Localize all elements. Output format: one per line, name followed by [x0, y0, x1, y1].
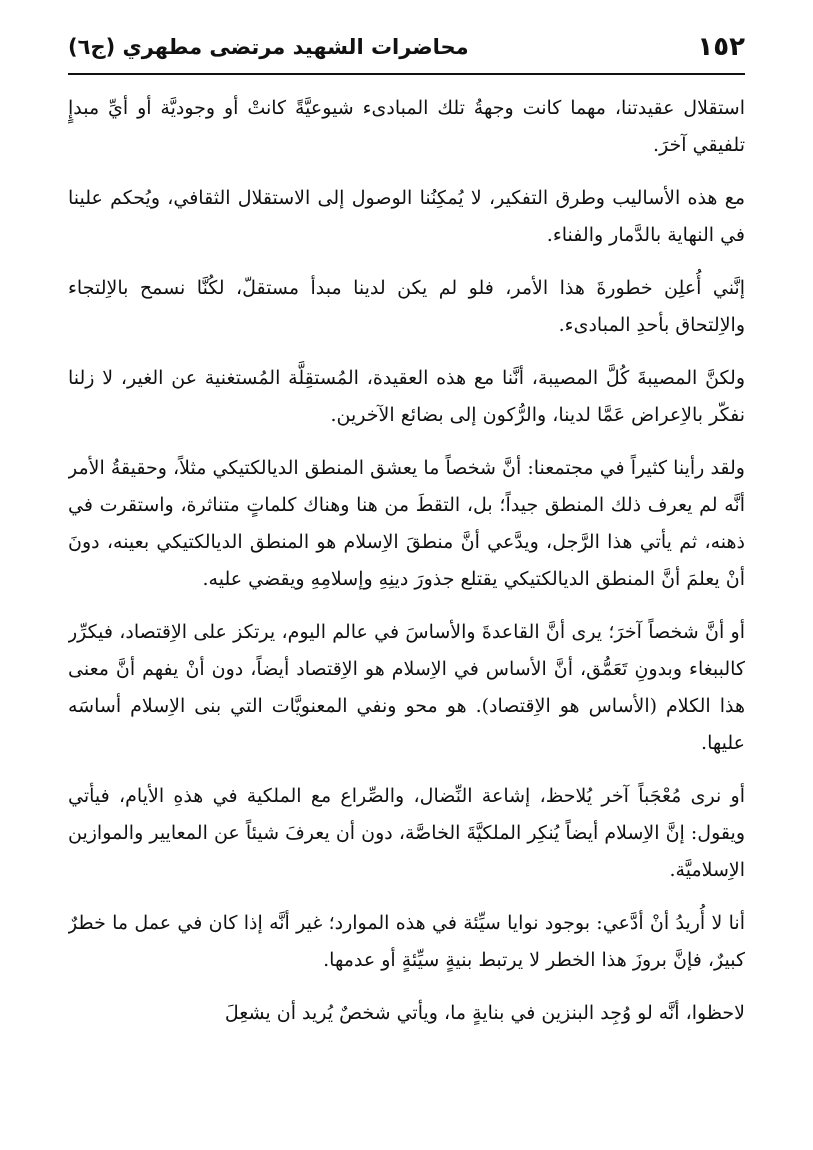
paragraph: أو أنَّ شخصاً آخرَ؛ يرى أنَّ القاعدةَ والأساسَ في عالم اليوم، يرتكز على الاِقتصاد، فيكرِّر كالببغاء وبدونِ تَعَمُّق، أنَّ الأساس في الاِسلام هو الاِقتصاد أيضاً، دون أنْ يفهم أنَّ معنى هذا الكلام (الأساس هو الاِقتصاد). هو محو ونفي المعنويَّات التي بنى الاِسلام أساسَه عليها.: [68, 621, 745, 754]
header-divider: [68, 73, 745, 75]
paragraph: أو نرى مُعْجَباً آخر يُلاحظ، إشاعة النِّضال، والصِّراع مع الملكية في هذهِ الأيام، فيأتي ويقول: إنَّ الاِسلام أيضاً يُنكِر الملكيَّةَ الخاصَّة، دون أن يعرفَ شيئاً عن المعايير والموازين الاِسلاميَّة.: [68, 785, 745, 881]
paragraph: إنَّني أُعلِن خطورةَ هذا الأمر، فلو لم يكن لدينا مبدأ مستقلّ، لكُنَّا نسمح بالاِلتجاء والاِلتحاق بأحدِ المبادىء.: [68, 277, 745, 336]
page-number: ١٥٢: [697, 32, 745, 62]
page-header: [68, 22, 745, 72]
book-title: محاضرات الشهيد مرتضى مطهري (ج٦): [68, 35, 469, 59]
paragraph: ولقد رأينا كثيراً في مجتمعنا: أنَّ شخصاً ما يعشق المنطق الديالكتيكي مثلاً، وحقيقةُ الأمر أنَّه لم يعرف ذلك المنطق جيداً؛ بل، التقطَ من هنا وهناك كلماتٍ متناثرة، واستقرت في ذهنه، ثم يأتي هذا الرَّجل، ويدَّعي أنَّ منطقَ الاِسلام هو المنطق الديالكتيكي بعينه، دونَ أنْ يعلمَ أنَّ المنطق الديالكتيكي يقتلع جذورَ دينِهِ وإسلامِهِ ويقضي عليه.: [68, 457, 745, 590]
paragraph: ولكنَّ المصيبةَ كُلَّ المصيبة، أنَّنا مع هذه العقيدة، المُستقِلَّة المُستغنية عن الغير، لا زلنا نفكّر بالاِعراض عَمَّا لدينا، والرُّكون إلى بضائع الآخرين.: [68, 367, 745, 426]
paragraph: استقلال عقيدتنا، مهما كانت وجهةُ تلك المبادىء شيوعيَّةً كانتْ أو وجوديَّة أو أيِّ مبدإٍ تلفيقي آخرَ.: [68, 97, 745, 156]
paragraph: أنا لا أُريدُ أنْ أدَّعي: بوجود نوايا سيِّئة في هذه الموارد؛ غير أنَّه إذا كان في عمل ما خطرٌ كبيرٌ، فإنَّ بروزَ هذا الخطر لا يرتبط بنيةٍ سيِّئةٍ أو عدمها.: [68, 912, 745, 971]
body-text: [68, 90, 745, 1140]
paragraph: مع هذه الأساليب وطرق التفكير، لا يُمكِنُنا الوصول إلى الاستقلال الثقافي، ويُحكم علينا في النهاية بالدَّمار والفناء.: [68, 187, 745, 246]
paragraph: لاحظوا، أنَّه لو وُجِد البنزين في بنايةٍ ما، ويأتي شخصٌ يُريد أن يشعِلَ: [224, 1002, 745, 1024]
